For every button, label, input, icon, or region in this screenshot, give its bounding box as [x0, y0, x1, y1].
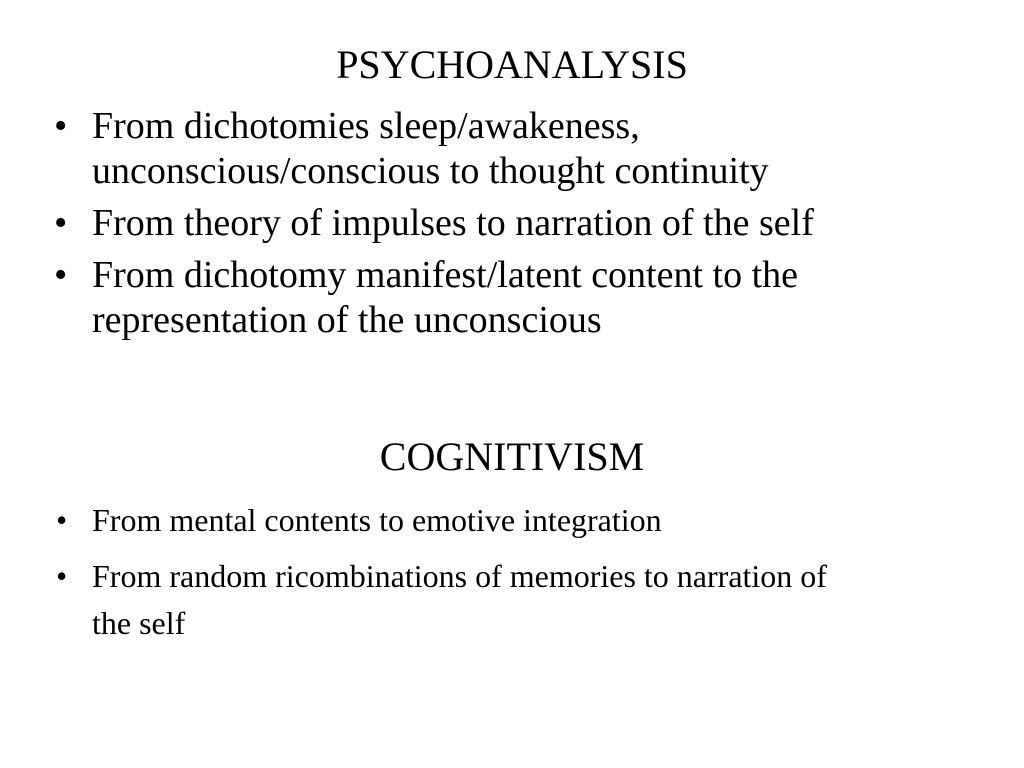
bullet-icon: •: [56, 502, 68, 538]
list-item: [0, 553, 852, 647]
bullet-text: From dichotomy manifest/latent content to the representation of the unconscious: [92, 254, 799, 341]
cognitivism-bullet-list: [0, 497, 852, 656]
bullet-icon: •: [54, 105, 68, 147]
section-title-cognitivism: COGNITIVISM: [379, 434, 645, 479]
bullet-text: From dichotomies sleep/awakeness, unconscious/conscious to thought continuity: [92, 105, 769, 192]
bullet-icon: •: [56, 558, 68, 594]
bullet-icon: •: [54, 202, 68, 244]
list-item: [0, 201, 972, 246]
bullet-text: From random ricombinations of memories to narration of the self: [92, 558, 827, 641]
list-item: [0, 104, 972, 194]
bullet-text: From mental contents to emotive integration: [92, 502, 662, 538]
psychoanalysis-bullet-list: [0, 104, 972, 350]
list-item: [0, 253, 972, 343]
bullet-icon: •: [54, 254, 68, 296]
list-item: [0, 497, 852, 544]
bullet-text: From theory of impulses to narration of the self: [92, 202, 814, 244]
section-title-psychoanalysis: PSYCHOANALYSIS: [336, 42, 688, 87]
